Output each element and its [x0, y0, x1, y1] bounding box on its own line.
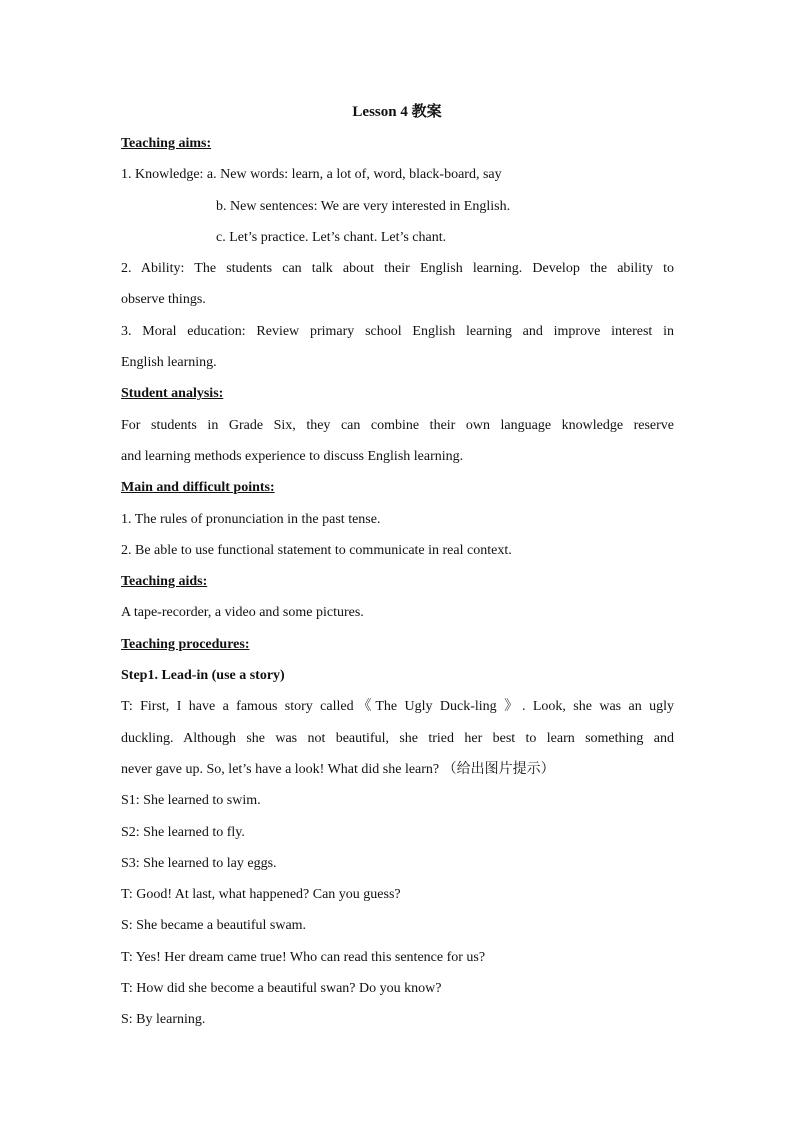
ability-line-2: observe things. [121, 292, 206, 308]
knowledge-item-b: b. New sentences: We are very interested in English. [216, 198, 511, 214]
document-body [121, 133, 674, 1041]
teacher-line-1: T: First, I have a famous story called《The Ugly Duck-ling 》. Look, she was an ugly [121, 699, 674, 715]
student-analysis-heading: Student analysis: [121, 386, 224, 402]
teaching-procedures-heading: Teaching procedures: [121, 636, 250, 652]
student-analysis-line-2: and learning methods experience to discuss English learning. [121, 448, 464, 464]
student-reply-2: S2: She learned to fly. [121, 824, 245, 840]
main-points-heading: Main and difficult points: [121, 480, 275, 496]
main-point-2: 2. Be able to use functional statement to communicate in real context. [121, 542, 512, 558]
ability-line-1: 2. Ability: The students can talk about their English learning. Develop the ability to [121, 261, 674, 277]
knowledge-item-c: c. Let’s practice. Let’s chant. Let’s chant. [216, 229, 447, 245]
teacher-line-5: T: Yes! Her dream came true! Who can read this sentence for us? [121, 949, 486, 965]
teacher-line-4: T: Good! At last, what happened? Can you guess? [121, 887, 401, 903]
teaching-aids-text: A tape-recorder, a video and some pictures. [121, 605, 364, 621]
teacher-line-6: T: How did she become a beautiful swan? Do you know? [121, 981, 442, 997]
moral-line-1: 3. Moral education: Review primary school English learning and improve interest in [121, 323, 674, 339]
student-reply-3: S3: She learned to lay eggs. [121, 855, 277, 871]
step1-heading: Step1. Lead-in (use a story) [121, 668, 285, 684]
student-reply-5: S: By learning. [121, 1012, 206, 1028]
teaching-aims-heading: Teaching aims: [121, 136, 212, 151]
document-title: Lesson 4 教案 [352, 104, 442, 120]
teaching-aids-heading: Teaching aids: [121, 574, 208, 590]
main-point-1: 1. The rules of pronunciation in the past tense. [121, 511, 381, 527]
teacher-line-2: duckling. Although she was not beautiful, she tried her best to learn something and [121, 730, 674, 746]
student-reply-4: S: She became a beautiful swam. [121, 918, 307, 934]
student-analysis-line-1: For students in Grade Six, they can combine their own language knowledge reserve [121, 417, 674, 433]
teacher-line-3: never gave up. So, let’s have a look! What did she learn? （给出图片提示） [121, 761, 555, 777]
knowledge-item-a: 1. Knowledge: a. New words: learn, a lot of, word, black-board, say [121, 167, 502, 183]
moral-line-2: English learning. [121, 355, 217, 371]
student-reply-1: S1: She learned to swim. [121, 793, 261, 809]
